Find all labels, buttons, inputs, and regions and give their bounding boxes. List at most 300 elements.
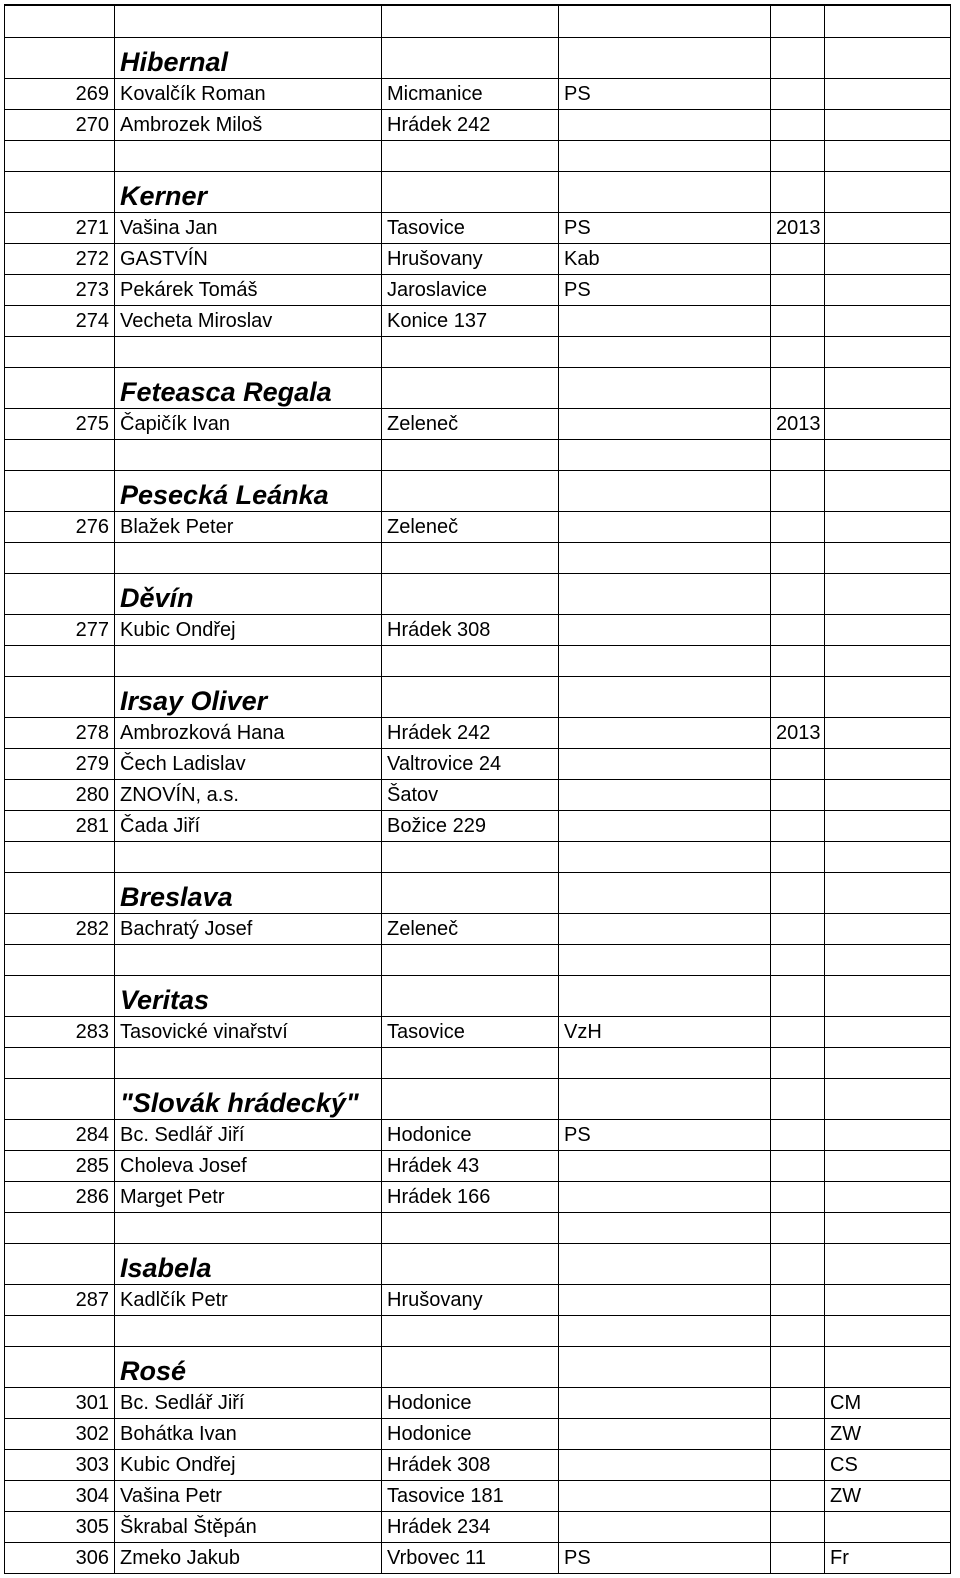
empty-cell [382,1347,559,1388]
exhibitor-name: Blažek Peter [115,512,382,543]
empty-cell [559,1048,771,1079]
location: Zeleneč [382,409,559,440]
vintage-year [771,749,825,780]
empty-cell [559,1079,771,1120]
wine-type-code: CS [825,1450,951,1481]
category-code [559,1182,771,1213]
empty-cell [5,368,115,409]
exhibitor-name: Ambrozková Hana [115,718,382,749]
empty-cell [382,1079,559,1120]
empty-cell [825,440,951,471]
category-code: PS [559,1120,771,1151]
category-code: PS [559,1543,771,1574]
empty-cell [382,1244,559,1285]
wine-type-code [825,1285,951,1316]
exhibitor-name: Vašina Jan [115,213,382,244]
location: Jaroslavice [382,275,559,306]
empty-cell [5,1213,115,1244]
empty-cell [825,141,951,172]
empty-cell [771,574,825,615]
category-code [559,512,771,543]
empty-cell [771,1244,825,1285]
entry-number: 306 [5,1543,115,1574]
empty-cell [5,141,115,172]
exhibitor-name: Vecheta Miroslav [115,306,382,337]
category-code: PS [559,213,771,244]
empty-cell [825,368,951,409]
category-code [559,1151,771,1182]
entry-number: 301 [5,1388,115,1419]
table-row [5,914,951,945]
variety-heading: Feteasca Regala [115,368,382,409]
category-code: Kab [559,244,771,275]
wine-type-code [825,110,951,141]
wine-type-code [825,512,951,543]
spacer-row [5,337,951,368]
empty-cell [5,1244,115,1285]
vintage-year [771,110,825,141]
vintage-year: 2013 [771,718,825,749]
empty-cell [115,646,382,677]
exhibitor-name: Choleva Josef [115,1151,382,1182]
wine-type-code [825,275,951,306]
wine-type-code [825,1120,951,1151]
empty-cell [771,1316,825,1347]
location: Božice 229 [382,811,559,842]
empty-cell [382,873,559,914]
empty-cell [559,172,771,213]
location: Hrádek 242 [382,718,559,749]
entry-number: 286 [5,1182,115,1213]
exhibitor-name: Kadlčík Petr [115,1285,382,1316]
empty-cell [382,574,559,615]
spacer-row [5,842,951,873]
table-row [5,213,951,244]
empty-cell [382,440,559,471]
location: Hrádek 308 [382,1450,559,1481]
empty-cell [559,368,771,409]
vintage-year [771,1419,825,1450]
table-row [5,1285,951,1316]
wine-type-code [825,615,951,646]
empty-cell [771,677,825,718]
empty-cell [559,677,771,718]
exhibitor-name: GASTVÍN [115,244,382,275]
empty-cell [825,38,951,79]
exhibitor-name: Kubic Ondřej [115,615,382,646]
entry-number: 272 [5,244,115,275]
empty-cell [559,873,771,914]
exhibitor-name: Tasovické vinařství [115,1017,382,1048]
variety-heading: "Slovák hrádecký" [115,1079,382,1120]
empty-cell [382,543,559,574]
vintage-year [771,1151,825,1182]
exhibitor-name: Škrabal Štěpán [115,1512,382,1543]
vintage-year [771,1017,825,1048]
wine-type-code [825,1151,951,1182]
vintage-year [771,811,825,842]
vintage-year [771,1481,825,1512]
wine-type-code [825,811,951,842]
variety-heading: Isabela [115,1244,382,1285]
empty-cell [5,976,115,1017]
empty-cell [825,1316,951,1347]
empty-cell [5,873,115,914]
location: Micmanice [382,79,559,110]
empty-cell [559,38,771,79]
wine-type-code [825,1182,951,1213]
entry-number: 284 [5,1120,115,1151]
category-code: PS [559,79,771,110]
exhibitor-name: ZNOVÍN, a.s. [115,780,382,811]
exhibitor-name: Vašina Petr [115,1481,382,1512]
empty-cell [771,1048,825,1079]
empty-cell [559,337,771,368]
variety-heading: Irsay Oliver [115,677,382,718]
exhibitor-name: Kubic Ondřej [115,1450,382,1481]
vintage-year [771,1543,825,1574]
variety-heading-row [5,677,951,718]
location: Zeleneč [382,512,559,543]
location: Hodonice [382,1120,559,1151]
empty-cell [771,1213,825,1244]
empty-cell [5,5,115,38]
table-row [5,1543,951,1574]
empty-cell [825,1347,951,1388]
empty-cell [825,945,951,976]
exhibitor-name: Bachratý Josef [115,914,382,945]
empty-cell [115,5,382,38]
table-body [5,5,951,1574]
empty-cell [382,945,559,976]
exhibitor-name: Zmeko Jakub [115,1543,382,1574]
empty-cell [825,1079,951,1120]
variety-heading-row [5,38,951,79]
wine-results-table [4,4,951,1574]
table-row [5,780,951,811]
empty-cell [382,471,559,512]
category-code [559,110,771,141]
exhibitor-name: Čada Jiří [115,811,382,842]
table-row [5,1419,951,1450]
empty-cell [771,172,825,213]
empty-cell [5,543,115,574]
entry-number: 271 [5,213,115,244]
empty-cell [5,1347,115,1388]
table-row [5,1512,951,1543]
category-code [559,811,771,842]
empty-cell [825,574,951,615]
table-row [5,409,951,440]
vintage-year [771,306,825,337]
wine-type-code [825,409,951,440]
empty-cell [559,574,771,615]
vintage-year: 2013 [771,409,825,440]
wine-type-code: ZW [825,1481,951,1512]
entry-number: 269 [5,79,115,110]
empty-cell [559,141,771,172]
empty-cell [825,976,951,1017]
variety-heading: Pesecká Leánka [115,471,382,512]
table-row [5,1151,951,1182]
spacer-row [5,440,951,471]
empty-cell [771,976,825,1017]
exhibitor-name: Ambrozek Miloš [115,110,382,141]
variety-heading: Rosé [115,1347,382,1388]
category-code [559,1419,771,1450]
empty-cell [115,842,382,873]
empty-cell [382,842,559,873]
empty-cell [771,141,825,172]
table-row [5,275,951,306]
table-row [5,811,951,842]
vintage-year [771,1512,825,1543]
empty-cell [825,172,951,213]
wine-type-code [825,780,951,811]
empty-cell [115,1048,382,1079]
vintage-year [771,780,825,811]
entry-number: 276 [5,512,115,543]
empty-cell [5,172,115,213]
entry-number: 277 [5,615,115,646]
empty-cell [5,1316,115,1347]
entry-number: 287 [5,1285,115,1316]
table-row [5,110,951,141]
empty-cell [5,1048,115,1079]
table-row [5,615,951,646]
empty-cell [825,337,951,368]
entry-number: 305 [5,1512,115,1543]
vintage-year [771,1120,825,1151]
empty-cell [115,1316,382,1347]
category-code [559,409,771,440]
empty-cell [825,873,951,914]
variety-heading: Děvín [115,574,382,615]
table-row [5,1017,951,1048]
empty-cell [5,1079,115,1120]
category-code [559,749,771,780]
entry-number: 275 [5,409,115,440]
variety-heading-row [5,1244,951,1285]
exhibitor-name: Bohátka Ivan [115,1419,382,1450]
empty-cell [559,471,771,512]
table-row [5,512,951,543]
exhibitor-name: Kovalčík Roman [115,79,382,110]
variety-heading-row [5,574,951,615]
vintage-year [771,79,825,110]
empty-cell [5,842,115,873]
category-code [559,615,771,646]
empty-cell [382,141,559,172]
wine-type-code [825,306,951,337]
variety-heading-row [5,976,951,1017]
empty-cell [825,842,951,873]
empty-cell [559,1347,771,1388]
empty-cell [825,646,951,677]
location: Vrbovec 11 [382,1543,559,1574]
empty-cell [825,1244,951,1285]
variety-heading-row [5,873,951,914]
empty-cell [825,677,951,718]
empty-cell [559,1316,771,1347]
location: Hrušovany [382,244,559,275]
vintage-year [771,512,825,543]
table-row [5,79,951,110]
empty-cell [825,543,951,574]
empty-cell [559,842,771,873]
empty-cell [771,945,825,976]
location: Hrádek 166 [382,1182,559,1213]
category-code [559,1512,771,1543]
empty-cell [5,471,115,512]
wine-type-code: Fr [825,1543,951,1574]
entry-number: 302 [5,1419,115,1450]
wine-type-code [825,718,951,749]
spacer-row [5,141,951,172]
wine-type-code [825,1017,951,1048]
empty-cell [771,1347,825,1388]
vintage-year [771,1285,825,1316]
empty-cell [5,38,115,79]
table-row [5,749,951,780]
empty-cell [559,543,771,574]
wine-type-code [825,914,951,945]
entry-number: 282 [5,914,115,945]
exhibitor-name: Čech Ladislav [115,749,382,780]
empty-cell [771,337,825,368]
location: Hrádek 308 [382,615,559,646]
empty-cell [5,646,115,677]
table-row [5,1182,951,1213]
location: Hrádek 43 [382,1151,559,1182]
category-code [559,718,771,749]
spacer-row [5,945,951,976]
location: Hodonice [382,1419,559,1450]
category-code [559,914,771,945]
category-code [559,1285,771,1316]
location: Konice 137 [382,306,559,337]
empty-cell [771,842,825,873]
vintage-year: 2013 [771,213,825,244]
variety-heading: Hibernal [115,38,382,79]
empty-cell [115,543,382,574]
wine-type-code [825,79,951,110]
location: Hrádek 234 [382,1512,559,1543]
location: Šatov [382,780,559,811]
empty-cell [382,1048,559,1079]
empty-cell [825,1048,951,1079]
empty-cell [771,646,825,677]
vintage-year [771,615,825,646]
category-code [559,1388,771,1419]
empty-cell [5,337,115,368]
wine-type-code [825,244,951,275]
category-code [559,306,771,337]
empty-cell [771,543,825,574]
vintage-year [771,914,825,945]
empty-cell [771,873,825,914]
exhibitor-name: Marget Petr [115,1182,382,1213]
empty-cell [5,945,115,976]
spacer-row [5,5,951,38]
category-code: PS [559,275,771,306]
empty-cell [5,574,115,615]
location: Zeleneč [382,914,559,945]
empty-cell [825,5,951,38]
wine-type-code: ZW [825,1419,951,1450]
table-row [5,1388,951,1419]
empty-cell [115,141,382,172]
variety-heading-row [5,172,951,213]
location: Hrušovany [382,1285,559,1316]
entry-number: 279 [5,749,115,780]
empty-cell [771,471,825,512]
empty-cell [559,5,771,38]
entry-number: 303 [5,1450,115,1481]
spacer-row [5,1316,951,1347]
empty-cell [559,1244,771,1285]
table-row [5,1120,951,1151]
location: Valtrovice 24 [382,749,559,780]
spacer-row [5,1048,951,1079]
empty-cell [382,337,559,368]
empty-cell [559,646,771,677]
wine-type-code: CM [825,1388,951,1419]
entry-number: 283 [5,1017,115,1048]
entry-number: 273 [5,275,115,306]
variety-heading-row [5,1079,951,1120]
entry-number: 280 [5,780,115,811]
empty-cell [382,976,559,1017]
category-code [559,1450,771,1481]
empty-cell [115,1213,382,1244]
empty-cell [382,677,559,718]
empty-cell [825,1213,951,1244]
empty-cell [771,1079,825,1120]
table-row [5,718,951,749]
exhibitor-name: Bc. Sedlář Jiří [115,1120,382,1151]
empty-cell [771,38,825,79]
spacer-row [5,646,951,677]
table-row [5,306,951,337]
empty-cell [382,368,559,409]
empty-cell [382,5,559,38]
variety-heading-row [5,471,951,512]
location: Tasovice [382,213,559,244]
wine-type-code [825,1512,951,1543]
exhibitor-name: Pekárek Tomáš [115,275,382,306]
entry-number: 285 [5,1151,115,1182]
empty-cell [559,1213,771,1244]
spacer-row [5,543,951,574]
category-code [559,1481,771,1512]
empty-cell [382,646,559,677]
empty-cell [771,368,825,409]
location: Hodonice [382,1388,559,1419]
empty-cell [771,440,825,471]
empty-cell [5,440,115,471]
wine-type-code [825,749,951,780]
variety-heading: Veritas [115,976,382,1017]
entry-number: 274 [5,306,115,337]
vintage-year [771,1182,825,1213]
empty-cell [115,440,382,471]
empty-cell [382,1316,559,1347]
empty-cell [559,976,771,1017]
entry-number: 270 [5,110,115,141]
variety-heading: Breslava [115,873,382,914]
spacer-row [5,1213,951,1244]
